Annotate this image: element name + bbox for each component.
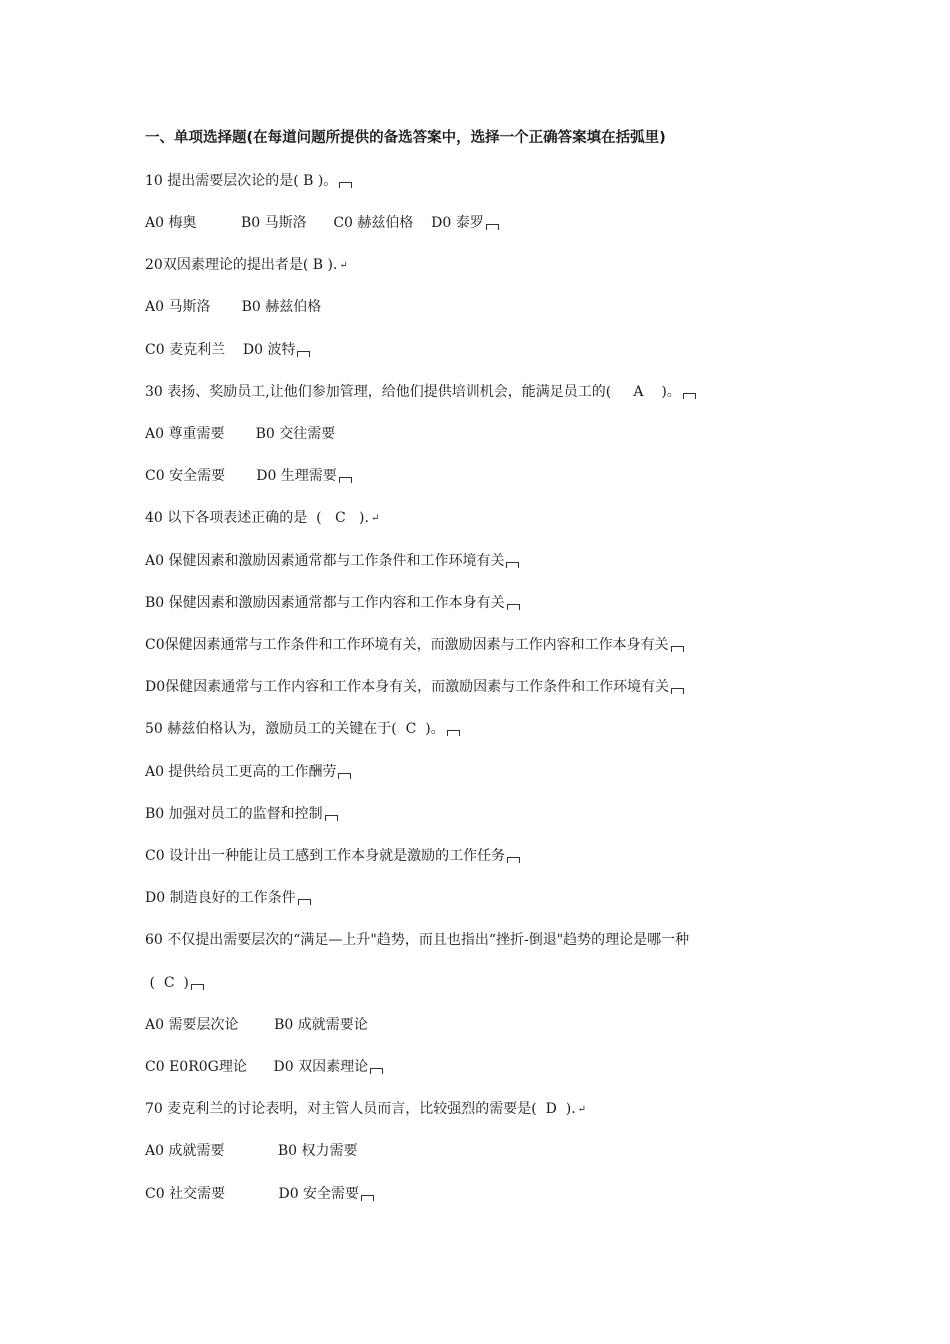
question-line: 70 麦克利兰的讨论表明，对主管人员而言，比较强烈的需要是( D ). ↵ [145,1099,586,1120]
paragraph-mark-icon: ↵ [339,260,348,271]
paragraph-mark-icon [507,857,520,863]
option-line: A0 梅奥 B0 马斯洛 C0 赫兹伯格 D0 泰罗 [145,213,499,233]
option-line: D0保健因素通常与工作内容和工作本身有关，而激励因素与工作条件和工作环境有关 [145,677,684,697]
paragraph-mark-icon [297,351,310,357]
question-line: 60 不仅提出需要层次的“满足—上升"趋势，而且也指出“挫折-倒退"趋势的理论是哪一种 [145,932,690,948]
option-line: C0 设计出一种能让员工感到工作本身就是激励的工作任务 [145,846,520,866]
paragraph-mark-icon: ↵ [577,1104,587,1115]
option-line: B0 加强对员工的监督和控制 [145,804,338,824]
question-line: 20双因素理论的提出者是( B ). ↵ [145,255,348,276]
paragraph-mark-icon [507,604,520,610]
question-line: 40 以下各项表述正确的是 ( C ). ↵ [145,508,379,529]
question-line: 50 赫兹伯格认为，激励员工的关键在于( C )。 [145,719,460,739]
option-line: A0 成就需要 B0 权力需要 [145,1143,358,1159]
paragraph-mark-icon [298,899,311,905]
question-line: ( C ) [145,973,204,993]
paragraph-mark-icon [339,477,352,483]
paragraph-mark-icon [486,224,499,230]
option-line: C0 麦克利兰 D0 波特 [145,340,310,360]
paragraph-mark-icon: ↵ [370,513,380,524]
option-line: B0 保健因素和激励因素通常都与工作内容和工作本身有关 [145,593,520,613]
paragraph-mark-icon [191,984,204,990]
option-line: A0 尊重需要 B0 交往需要 [145,426,336,442]
option-line: A0 提供给员工更高的工作酬劳 [145,762,351,782]
paragraph-mark-icon [361,1195,374,1201]
question-line: 10 提出需要层次论的是( B )。 [145,171,352,191]
option-line: A0 需要层次论 B0 成就需要论 [145,1017,368,1033]
option-line: C0 安全需要 D0 生理需要 [145,466,352,486]
paragraph-mark-icon [338,773,351,779]
option-line: A0 保健因素和激励因素通常都与工作条件和工作环境有关 [145,551,519,571]
paragraph-mark-icon [370,1068,383,1074]
option-line: D0 制造良好的工作条件 [145,888,311,908]
paragraph-mark-icon [671,688,684,694]
option-line: C0 社交需要 D0 安全需要 [145,1184,374,1204]
paragraph-mark-icon [339,182,352,188]
section-heading: 一、单项选择题(在每道问题所提供的备选答案中，选择一个正确答案填在括弧里) [145,130,666,146]
paragraph-mark-icon [671,646,684,652]
question-line: 30 表扬、奖励员工,让他们参加管理，给他们提供培训机会，能满足员工的( A )。 [145,382,696,402]
option-line: A0 马斯洛 B0 赫兹伯格 [145,299,322,315]
paragraph-mark-icon [325,815,338,821]
paragraph-mark-icon [447,730,460,736]
paragraph-mark-icon [683,393,696,399]
option-line: C0 E0R0G理论 D0 双因素理论 [145,1057,383,1077]
paragraph-mark-icon [506,562,519,568]
option-line: C0保健因素通常与工作条件和工作环境有关，而激励因素与工作内容和工作本身有关 [145,635,684,655]
